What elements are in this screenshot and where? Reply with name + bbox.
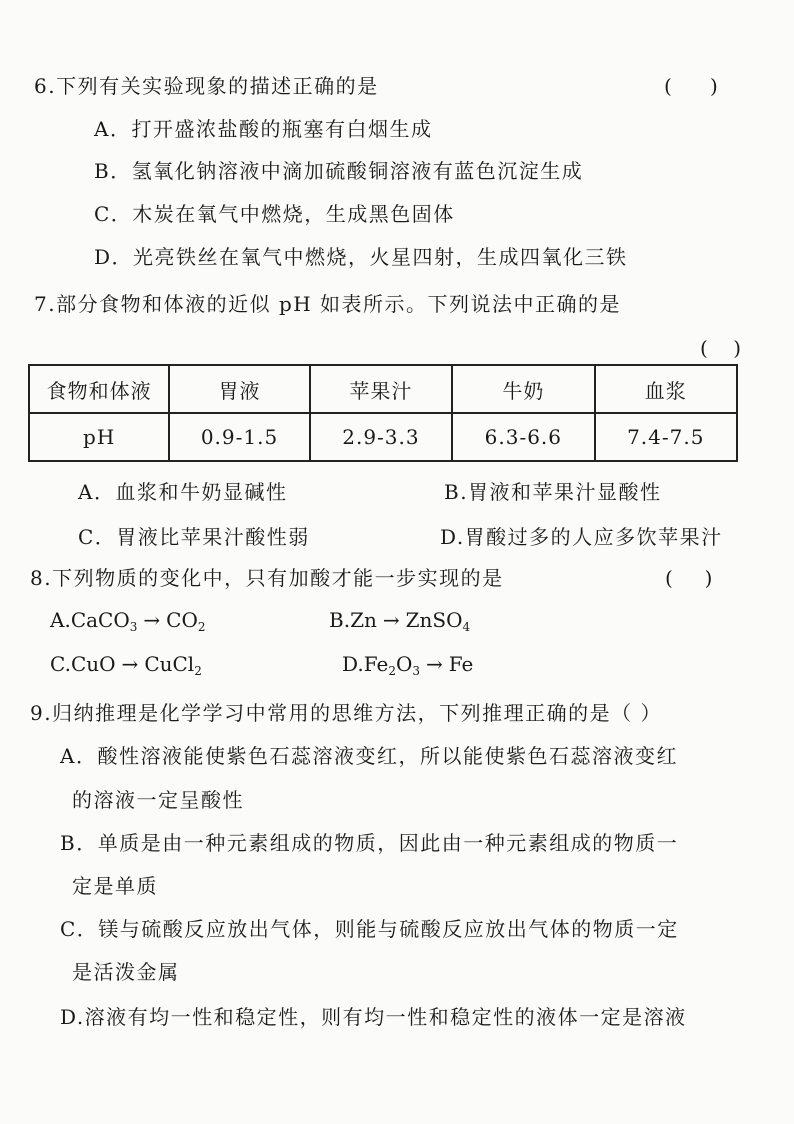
subscript: 3 [412, 664, 420, 678]
q8-option-a [50, 607, 206, 640]
subscript: 2 [388, 664, 396, 678]
subscript: 2 [197, 620, 206, 634]
q9-option-a-line2: 的溶液一定呈酸性 [72, 788, 244, 812]
q6-stem: 6.下列有关实验现象的描述正确的是 [34, 74, 379, 98]
option-label: A. [50, 608, 71, 632]
ph-table-header: 食物和体液 [29, 365, 169, 413]
q9-option-a-line1: A．酸性溶液能使紫色石蕊溶液变红，所以能使紫色石蕊溶液变红 [60, 744, 678, 768]
q9-option-b-line1: B．单质是由一种元素组成的物质，因此由一种元素组成的物质一 [60, 831, 679, 855]
q8-option-b [329, 607, 470, 640]
ph-table-header-row [29, 365, 737, 413]
q7-option-a: A．血浆和牛奶显碱性 [78, 480, 288, 504]
option-label: D. [342, 652, 364, 676]
q7-option-d: D.胃酸过多的人应多饮苹果汁 [440, 525, 723, 549]
formula: ZnSO [405, 608, 463, 632]
arrow-icon: → [121, 652, 139, 676]
ph-table-header: 苹果汁 [310, 365, 452, 413]
formula: CaCO [70, 608, 130, 632]
formula: O [395, 652, 413, 676]
q6-option-b: B．氢氧化钠溶液中滴加硫酸铜溶液有蓝色沉淀生成 [94, 159, 584, 183]
ph-table-cell: pH [29, 413, 169, 461]
q6-answer-paren: ( ) [664, 74, 718, 98]
ph-table-cell: 6.3-6.6 [452, 413, 594, 461]
q9-option-c-line2: 是活泼金属 [72, 960, 180, 984]
q7-option-b: B.胃液和苹果汁显酸性 [444, 480, 662, 504]
ph-table-row [29, 413, 737, 461]
q9-option-b-line2: 定是单质 [72, 874, 158, 898]
ph-table-header: 胃液 [169, 365, 309, 413]
q6-option-c: C．木炭在氧气中燃烧，生成黑色固体 [94, 202, 455, 226]
ph-table-cell: 7.4-7.5 [595, 413, 737, 461]
subscript: 2 [194, 664, 202, 678]
option-label: B. [329, 608, 351, 632]
q9-stem: 9.归纳推理是化学学习中常用的思维方法，下列推理正确的是（ ） [30, 701, 662, 725]
q7-answer-paren: ( ) [700, 336, 742, 360]
subscript: 4 [462, 620, 471, 634]
q7-stem: 7.部分食物和体液的近似 pH 如表所示。下列说法中正确的是 [34, 292, 622, 316]
ph-table-cell: 0.9-1.5 [169, 413, 309, 461]
ph-table-cell: 2.9-3.3 [310, 413, 452, 461]
formula: CuCl [144, 652, 195, 676]
arrow-icon: → [143, 608, 161, 632]
ph-table-header: 牛奶 [452, 365, 594, 413]
q8-stem: 8.下列物质的变化中，只有加酸才能一步实现的是 [30, 566, 504, 590]
formula: Fe [448, 652, 474, 676]
q9-option-d: D.溶液有均一性和稳定性，则有均一性和稳定性的液体一定是溶液 [60, 1005, 687, 1029]
q9-option-c-line1: C．镁与硫酸反应放出气体，则能与硫酸反应放出气体的物质一定 [60, 917, 679, 941]
subscript: 3 [129, 620, 138, 634]
q6-option-d: D．光亮铁丝在氧气中燃烧，火星四射，生成四氧化三铁 [94, 245, 628, 269]
q6-option-a: A．打开盛浓盐酸的瓶塞有白烟生成 [94, 117, 433, 141]
arrow-icon: → [382, 608, 400, 632]
ph-table [28, 364, 738, 462]
q8-option-d [342, 651, 473, 684]
q8-option-c [50, 651, 202, 684]
formula: Fe [363, 652, 389, 676]
formula: Zn [350, 608, 377, 632]
formula: CuO [70, 652, 116, 676]
ph-table-header: 血浆 [595, 365, 737, 413]
q8-answer-paren: ( ) [665, 566, 713, 590]
option-label: C. [50, 652, 71, 676]
formula: CO [166, 608, 198, 632]
q7-option-c: C．胃液比苹果汁酸性弱 [78, 525, 310, 549]
arrow-icon: → [426, 652, 443, 676]
